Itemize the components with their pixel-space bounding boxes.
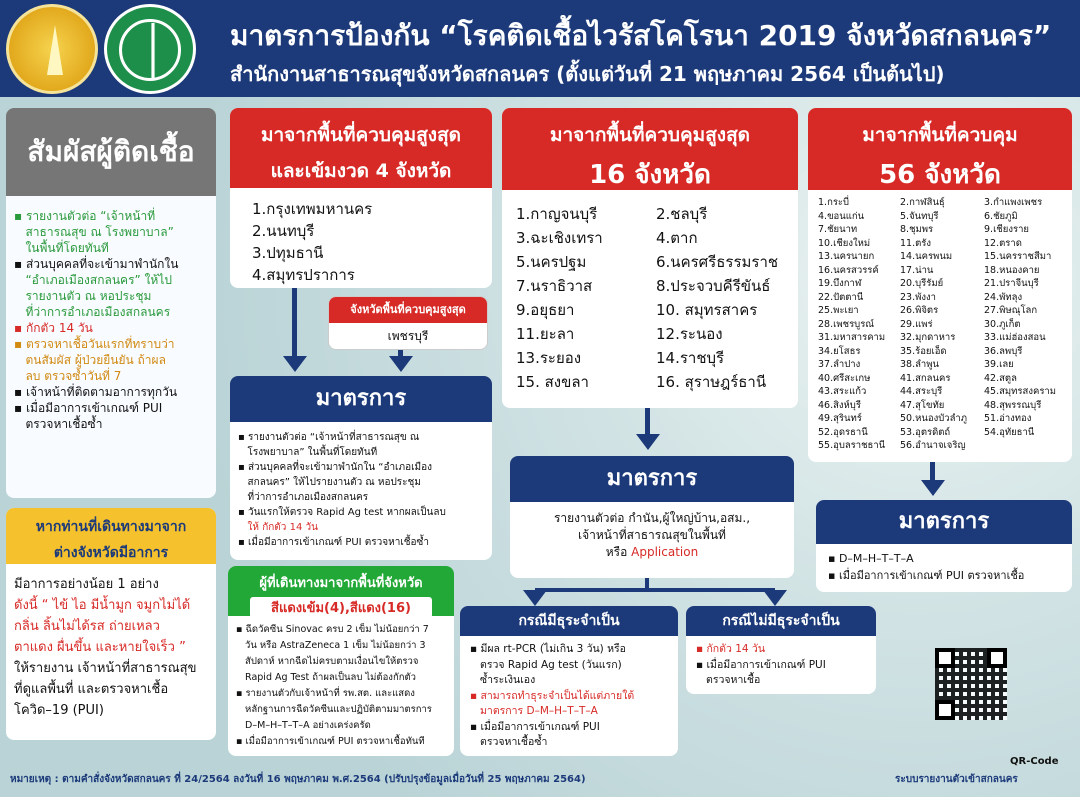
page-title: มาตรการป้องกัน “โรคติดเชื้อไวรัสโคโรนา 2019 จังหวัดสกลนคร” xyxy=(230,19,1052,52)
zone16-province: 2.ชลบุรี xyxy=(656,205,708,223)
zone56-province: 30.ภูเก็ต xyxy=(984,318,1021,330)
contact-item: ▪ รายงานตัวต่อ “เจ้าหน้าที่ xyxy=(14,209,156,223)
contact-item: ในพื้นที่โดยทันที xyxy=(14,241,109,255)
zone56-measure-box xyxy=(816,500,1072,592)
case-not-line: ตรวจหาเชื้อ xyxy=(696,674,761,686)
zone56-measure-title: มาตรการ xyxy=(816,500,1072,544)
zone4-measure-list xyxy=(238,430,446,550)
zone56-measure-list xyxy=(828,550,1024,584)
arrow-zone56 xyxy=(930,462,935,482)
zone56-province: 39.เลย xyxy=(984,359,1014,370)
contact-item: ลบ ตรวจซ้ำวันที่ 7 xyxy=(14,369,122,383)
zone56-province: 5.จันทบุรี xyxy=(900,210,939,222)
case-needed-line: ซ้ำระเงินเอง xyxy=(470,674,536,686)
green-line: ▪ ฉีดวัคซีน Sinovac ครบ 2 เข็ม ไม่น้อยกว่า 7 xyxy=(236,624,429,635)
zone56-province: 46.สิงห์บุรี xyxy=(818,399,861,411)
travel-title xyxy=(6,508,216,564)
green-line: ▪ รายงานตัวกับเจ้าหน้าที่ รพ.สต. และแสดง xyxy=(236,688,415,699)
zone56-province: 45.สมุทรสงคราม xyxy=(984,386,1057,397)
zone56-province: 6.ชัยภูมิ xyxy=(984,210,1018,222)
zone16-title-line2: 16 จังหวัด xyxy=(589,160,711,190)
zone56-province: 20.บุรีรัมย์ xyxy=(900,278,944,289)
zone56-province: 34.ยโสธร xyxy=(818,345,861,357)
zone56-province: 17.น่าน xyxy=(900,264,934,276)
zone56-province: 42.สตูล xyxy=(984,372,1017,384)
zone4-province: 1.กรุงเทพมหานคร xyxy=(252,200,373,218)
arrow-case-needed-head xyxy=(523,590,547,606)
case-needed-line: ตรวจหาเชื้อซ้ำ xyxy=(470,736,548,748)
zone56-province: 12.ตราด xyxy=(984,237,1022,249)
arrow-zone4-left-head xyxy=(283,356,307,372)
page-subtitle: สำนักงานสาธารณสุขจังหวัดสกลนคร (ตั้งแต่วันที่ 21 พฤษภาคม 2564 เป็นต้นไป) xyxy=(230,62,945,86)
zone16-box xyxy=(502,108,798,408)
zone56-province: 4.ขอนแก่น xyxy=(818,210,865,222)
zone56-province: 32.มุกดาหาร xyxy=(900,332,956,343)
contact-item: รายงานตัว ณ หอประชุม xyxy=(14,289,152,303)
zone4-title-line1: มาจากพื้นที่ควบคุมสูงสุด xyxy=(260,124,462,146)
zone16-province: 5.นครปฐม xyxy=(516,253,587,271)
zone16-province: 3.ฉะเชิงเทรา xyxy=(516,229,603,247)
case-not-list xyxy=(696,642,826,689)
zone16-province: 16. สุราษฎร์ธานี xyxy=(656,373,767,391)
travel-line: กลิ่น ลิ้นไม่ได้รส ถ่ายเหลว xyxy=(14,619,160,634)
zone56-province: 11.ตรัง xyxy=(900,237,932,249)
zone16-province: 15. สงขลา xyxy=(516,373,589,391)
zone4-measure: ▪ รายงานตัวต่อ “เจ้าหน้าที่สาธารณสุข ณ xyxy=(238,432,420,443)
zone56-province: 8.ชุมพร xyxy=(900,224,934,235)
contact-list xyxy=(14,208,212,432)
zone56-province: 18.หนองคาย xyxy=(984,264,1040,276)
phetchaburi-tag-title: จังหวัดพื้นที่ควบคุมสูงสุด xyxy=(329,297,487,323)
zone56-province: 1.กระบี่ xyxy=(818,197,850,208)
zone4-box xyxy=(230,108,492,288)
zone56-province: 16.นครสวรรค์ xyxy=(818,264,879,276)
zone56-province: 47.สุโขทัย xyxy=(900,399,945,411)
green-title-line1: ผู้ที่เดินทางมาจากพื้นที่จังหวัด xyxy=(259,576,423,591)
zone16-province: 10. สมุทรสาคร xyxy=(656,301,758,319)
zone56-province: 19.บึงกาฬ xyxy=(818,278,862,289)
zone16-province: 11.ยะลา xyxy=(516,325,575,343)
zone56-province: 14.นครพนม xyxy=(900,251,953,262)
travel-line: ให้รายงาน เจ้าหน้าที่สาธารณสุข xyxy=(14,661,197,676)
zone56-province: 44.สระบุรี xyxy=(900,386,943,397)
contact-item: ▪ เจ้าหน้าที่ติดตามอาการทุกวัน xyxy=(14,385,178,399)
moph-logo-icon xyxy=(104,4,196,94)
green-line: หลักฐานการฉีดวัคซีนและปฏิบัติตามมาตรการ xyxy=(236,704,432,715)
zone4-measure-title: มาตรการ xyxy=(230,376,492,422)
zone56-title xyxy=(808,108,1072,190)
travel-line: มีอาการอย่างน้อย 1 อย่าง xyxy=(14,577,159,592)
contact-box xyxy=(6,108,216,498)
zone16-title-line1: มาจากพื้นที่ควบคุมสูงสุด xyxy=(549,124,751,146)
travel-text xyxy=(14,574,197,721)
green-line: ▪ เมื่อมีอาการเข้าเกณฑ์ PUI ตรวจหาเชื้อทันที xyxy=(236,736,425,747)
case-needed-line: มาตรการ D–M–H–T–T–A xyxy=(470,705,598,717)
travel-title-line2: ต่างจังหวัดมีอาการ xyxy=(53,545,169,561)
zone56-box xyxy=(808,108,1072,462)
phetchaburi-tag xyxy=(328,296,488,350)
zone4-measure: ▪ เมื่อมีอาการเข้าเกณฑ์ PUI ตรวจหาเชื้อซ้ำ xyxy=(238,537,429,548)
zone56-province: 21.ปราจีนบุรี xyxy=(984,278,1039,289)
arrow-zone4-right-head xyxy=(389,356,413,372)
arrow-zone56-head xyxy=(921,480,945,496)
contact-item: “อำเภอเมืองสกลนคร” ให้ไป xyxy=(14,273,172,287)
zone4-title xyxy=(230,108,492,188)
zone4-province: 4.สมุทรปราการ xyxy=(252,266,355,284)
zone4-province-list xyxy=(252,198,372,286)
zone16-province: 8.ประจวบคีรีขันธ์ xyxy=(656,277,771,295)
zone56-province: 52.อุดรธานี xyxy=(818,426,868,438)
zone4-province: 3.ปทุมธานี xyxy=(252,244,324,262)
zone56-province: 25.พะเยา xyxy=(818,305,859,316)
zone16-title xyxy=(502,108,798,190)
green-line: Rapid Ag Test ถ้าผลเป็นลบ ไม่ต้องกักตัว xyxy=(236,672,416,683)
zone56-province: 56.อำนาจเจริญ xyxy=(900,440,966,451)
contact-item: ▪ ตรวจหาเชื้อวันแรกที่ทราบว่า xyxy=(14,337,175,351)
zone4-measure-box xyxy=(230,376,492,560)
case-needed-line: ตรวจ Rapid Ag test (วันแรก) xyxy=(470,658,622,671)
zone56-province: 38.ลำพูน xyxy=(900,359,940,370)
zone4-title-line2: และเข้มงวด 4 จังหวัด xyxy=(270,160,452,182)
case-needed-line: ▪ สามารถทำธุระจำเป็นได้แต่ภายใต้ xyxy=(470,689,635,702)
travel-line: โควิด–19 (PUI) xyxy=(14,703,104,718)
zone56-province: 48.สุพรรณบุรี xyxy=(984,399,1042,411)
case-needed-box xyxy=(460,606,678,756)
case-needed-list xyxy=(470,642,634,751)
case-not-title: กรณีไม่มีธุระจำเป็น xyxy=(686,606,876,636)
zone56-province: 36.ลพบุรี xyxy=(984,345,1023,357)
zone4-measure: ▪ วันแรกให้ตรวจ Rapid Ag test หากผลเป็นลบ xyxy=(238,507,446,518)
sakon-nakhon-seal-icon xyxy=(6,4,98,94)
zone56-col1 xyxy=(818,196,885,453)
contact-item: ตนสัมผัส ผู้ป่วยยืนยัน ถ้าผล xyxy=(14,353,166,367)
qr-label: QR-Code xyxy=(1010,756,1059,767)
zone56-province: 37.ลำปาง xyxy=(818,359,861,370)
travel-title-line1: หากท่านที่เดินทางมาจาก xyxy=(35,519,187,535)
green-line: วัน หรือ AstraZeneca 1 เข็ม ไม่น้อยกว่า 3 xyxy=(236,640,426,651)
arrow-case-not-head xyxy=(763,590,787,606)
contact-item: ตรวจหาเชื้อซ้ำ xyxy=(14,417,103,431)
zone56-province: 15.นครราชสีมา xyxy=(984,251,1052,262)
zone56-province: 41.สกลนคร xyxy=(900,372,951,384)
case-not-line: ▪ เมื่อมีอาการเข้าเกณฑ์ PUI xyxy=(696,658,826,671)
zone16-province: 12.ระนอง xyxy=(656,325,723,343)
zone4-measure: ▪ ส่วนบุคคลที่จะเข้ามาพำนักใน “อำเภอเมือง xyxy=(238,462,432,473)
case-not-box xyxy=(686,606,876,694)
zone56-province: 31.มหาสารคาม xyxy=(818,332,886,343)
zone56-province: 28.เพชรบูรณ์ xyxy=(818,318,875,330)
contact-title: สัมผัสผู้ติดเชื้อ xyxy=(6,108,216,196)
arrow-zone16 xyxy=(645,408,650,436)
zone16-province: 7.นราธิวาส xyxy=(516,277,593,295)
qr-caption: ระบบรายงานตัวเข้าสกลนคร xyxy=(895,774,1018,785)
zone56-province: 40.ศรีสะเกษ xyxy=(818,372,871,384)
zone56-province: 33.แม่ฮ่องสอน xyxy=(984,332,1046,343)
zone56-province: 7.ชัยนาท xyxy=(818,224,858,235)
travel-line: ที่ดูแลพื้นที่ และตรวจหาเชื้อ xyxy=(14,682,169,697)
contact-item: สาธารณสุข ณ โรงพยาบาล” xyxy=(14,225,174,239)
travel-box xyxy=(6,508,216,740)
footer-note: หมายเหตุ : ตามคำสั่งจังหวัดสกลนคร ที่ 24/2564 ลงวันที่ 16 พฤษภาคม พ.ศ.2564 (ปรับปรุงข้อมูลเมื่อวันที่ 25 พฤษภาคม 2564) xyxy=(10,774,586,785)
zone56-province: 23.พังงา xyxy=(900,291,936,303)
qr-corner-tl xyxy=(935,648,955,668)
green-line: สัปดาห์ หากฉีดไม่ครบตามเงื่อนไขให้ตรวจ xyxy=(236,656,419,667)
zone16-col2 xyxy=(656,202,778,394)
green-title-line2: สีแดงเข้ม(4),สีแดง(16) xyxy=(250,597,432,618)
zone16-province: 4.ตาก xyxy=(656,229,698,247)
zone56-province: 10.เชียงใหม่ xyxy=(818,237,871,249)
case-needed-line: ▪ เมื่อมีอาการเข้าเกณฑ์ PUI xyxy=(470,720,600,733)
travel-line: ตาแดง ผื่นขึ้น และหายใจเร็ว ” xyxy=(14,640,186,655)
zone56-title-line2: 56 จังหวัด xyxy=(879,160,1001,190)
zone56-province: 26.พิจิตร xyxy=(900,305,939,316)
zone56-province: 13.นครนายก xyxy=(818,251,875,262)
zone4-measure: ให้ กักตัว 14 วัน xyxy=(238,522,318,533)
zone4-province: 2.นนทบุรี xyxy=(252,222,315,240)
arrow-zone16-head xyxy=(636,434,660,450)
zone56-col3 xyxy=(984,196,1056,439)
zone56-province: 3.กำแพงเพชร xyxy=(984,197,1043,208)
zone16-province: 14.ราชบุรี xyxy=(656,349,725,367)
contact-item: ▪ ส่วนบุคคลที่จะเข้ามาพำนักใน xyxy=(14,257,179,271)
zone56-province: 55.อุบลราชธานี xyxy=(818,440,886,451)
phetchaburi-tag-value: เพชรบุรี xyxy=(387,329,429,343)
zone16-measure-line1: รายงานตัวต่อ กำนัน,ผู้ใหญ่บ้าน,อสม., xyxy=(553,511,751,525)
zone56-col2 xyxy=(900,196,967,453)
split-line-horizontal xyxy=(535,588,775,592)
contact-item: ▪ กักตัว 14 วัน xyxy=(14,321,93,335)
zone56-province: 24.พัทลุง xyxy=(984,291,1023,303)
zone56-province: 29.แพร่ xyxy=(900,318,933,330)
zone16-measure-title: มาตรการ xyxy=(510,456,794,502)
travel-line: ดังนี้ “ ไข้ ไอ มีน้ำมูก จมูกไม่ได้ xyxy=(14,598,191,613)
zone16-province: 6.นครศรีธรรมราช xyxy=(656,253,779,271)
zone56-province: 51.อ่างทอง xyxy=(984,413,1032,424)
qr-corner-tr xyxy=(987,648,1007,668)
application-label: Application xyxy=(631,545,699,559)
zone56-measure: ▪ เมื่อมีอาการเข้าเกณฑ์ PUI ตรวจหาเชื้อ xyxy=(828,569,1025,582)
zone16-measure-line2: เจ้าหน้าที่สาธารณสุขในพื้นที่ xyxy=(578,528,726,542)
header-banner xyxy=(0,0,1080,97)
zone56-province: 27.พิษณุโลก xyxy=(984,305,1038,316)
case-not-line: ▪ กักตัว 14 วัน xyxy=(696,643,765,655)
zone56-measure: ▪ D–M–H–T–T–A xyxy=(828,552,914,565)
zone56-province: 35.ร้อยเอ็ด xyxy=(900,345,947,357)
zone16-measure-text xyxy=(510,502,794,561)
green-line: D–M–H–T–T–A อย่างเคร่งครัด xyxy=(236,720,371,731)
zone56-province: 53.อุตรดิตถ์ xyxy=(900,426,951,438)
case-needed-line: ▪ มีผล rt-PCR (ไม่เกิน 3 วัน) หรือ xyxy=(470,643,626,655)
qr-corner-bl xyxy=(935,700,955,720)
case-needed-title: กรณีมีธุระจำเป็น xyxy=(460,606,678,636)
zone4-measure: ที่ว่าการอำเภอเมืองสกลนคร xyxy=(238,492,369,503)
zone16-province: 9.อยุธยา xyxy=(516,301,575,319)
green-list xyxy=(236,622,432,750)
contact-item: ที่ว่าการอำเภอเมืองสกลนคร xyxy=(14,305,171,319)
zone56-province: 43.สระแก้ว xyxy=(818,386,867,397)
zone4-measure: สกลนคร” ให้ไปรายงานตัว ณ หอประชุม xyxy=(238,477,421,488)
arrow-zone4-left xyxy=(292,288,297,358)
zone16-measure-line3: หรือ xyxy=(605,545,628,559)
green-title xyxy=(228,566,454,616)
zone56-province: 9.เชียงราย xyxy=(984,224,1029,235)
zone56-province: 49.สุรินทร์ xyxy=(818,413,862,424)
green-box xyxy=(228,566,454,756)
zone56-title-line1: มาจากพื้นที่ควบคุม xyxy=(862,124,1018,146)
contact-item: ▪ เมื่อมีอาการเข้าเกณฑ์ PUI xyxy=(14,401,163,415)
zone16-province: 13.ระยอง xyxy=(516,349,582,367)
zone16-province: 1.กาญจนบุรี xyxy=(516,205,598,223)
zone16-col1 xyxy=(516,202,603,394)
zone56-province: 22.ปัตตานี xyxy=(818,291,864,303)
zone56-province: 2.กาฬสินธุ์ xyxy=(900,197,945,208)
zone4-measure: โรงพยาบาล” ในพื้นที่โดยทันที xyxy=(238,447,378,458)
zone56-province: 50.หนองบัวลำภู xyxy=(900,413,967,424)
zone16-measure-box xyxy=(510,456,794,578)
zone56-province: 54.อุทัยธานี xyxy=(984,426,1035,438)
